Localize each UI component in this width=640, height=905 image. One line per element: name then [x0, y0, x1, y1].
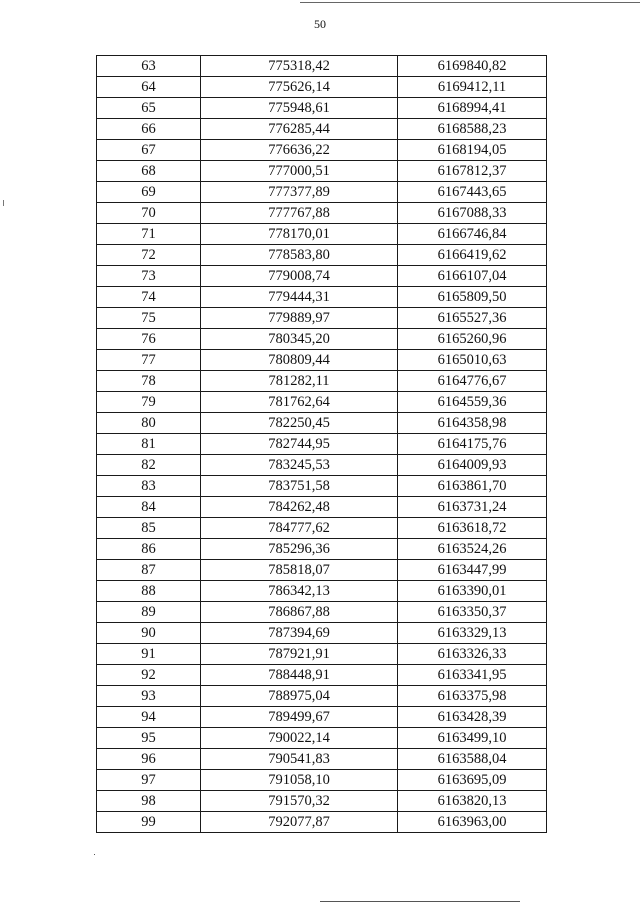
- x-coordinate-cell: 782744,95: [201, 434, 398, 455]
- table-row: [97, 119, 547, 140]
- point-number-cell: 94: [97, 707, 201, 728]
- x-coordinate-cell: 778170,01: [201, 224, 398, 245]
- point-number-cell: 82: [97, 455, 201, 476]
- x-coordinate-cell: 787394,69: [201, 623, 398, 644]
- coordinates-table-body: [97, 56, 547, 833]
- point-number-cell: 97: [97, 770, 201, 791]
- y-coordinate-cell: 6163341,95: [398, 665, 547, 686]
- x-coordinate-cell: 788448,91: [201, 665, 398, 686]
- table-row: [97, 98, 547, 119]
- x-coordinate-cell: 784262,48: [201, 497, 398, 518]
- y-coordinate-cell: 6165809,50: [398, 287, 547, 308]
- table-row: [97, 77, 547, 98]
- x-coordinate-cell: 775318,42: [201, 56, 398, 77]
- y-coordinate-cell: 6169412,11: [398, 77, 547, 98]
- y-coordinate-cell: 6163447,99: [398, 560, 547, 581]
- table-row: [97, 707, 547, 728]
- y-coordinate-cell: 6163963,00: [398, 812, 547, 833]
- x-coordinate-cell: 777000,51: [201, 161, 398, 182]
- x-coordinate-cell: 778583,80: [201, 245, 398, 266]
- y-coordinate-cell: 6163375,98: [398, 686, 547, 707]
- table-row: [97, 665, 547, 686]
- table-row: [97, 602, 547, 623]
- y-coordinate-cell: 6166419,62: [398, 245, 547, 266]
- scan-top-line: [300, 2, 640, 3]
- x-coordinate-cell: 792077,87: [201, 812, 398, 833]
- table-row: [97, 770, 547, 791]
- x-coordinate-cell: 775948,61: [201, 98, 398, 119]
- y-coordinate-cell: 6163695,09: [398, 770, 547, 791]
- x-coordinate-cell: 783751,58: [201, 476, 398, 497]
- x-coordinate-cell: 789499,67: [201, 707, 398, 728]
- y-coordinate-cell: 6164009,93: [398, 455, 547, 476]
- x-coordinate-cell: 775626,14: [201, 77, 398, 98]
- table-row: [97, 245, 547, 266]
- table-row: [97, 287, 547, 308]
- point-number-cell: 98: [97, 791, 201, 812]
- point-number-cell: 80: [97, 413, 201, 434]
- point-number-cell: 89: [97, 602, 201, 623]
- point-number-cell: 66: [97, 119, 201, 140]
- x-coordinate-cell: 780345,20: [201, 329, 398, 350]
- point-number-cell: 76: [97, 329, 201, 350]
- y-coordinate-cell: 6164175,76: [398, 434, 547, 455]
- x-coordinate-cell: 785818,07: [201, 560, 398, 581]
- x-coordinate-cell: 790022,14: [201, 728, 398, 749]
- point-number-cell: 88: [97, 581, 201, 602]
- table-row: [97, 140, 547, 161]
- point-number-cell: 91: [97, 644, 201, 665]
- x-coordinate-cell: 777767,88: [201, 203, 398, 224]
- point-number-cell: 69: [97, 182, 201, 203]
- y-coordinate-cell: 6165010,63: [398, 350, 547, 371]
- point-number-cell: 99: [97, 812, 201, 833]
- y-coordinate-cell: 6168994,41: [398, 98, 547, 119]
- x-coordinate-cell: 780809,44: [201, 350, 398, 371]
- table-row: [97, 749, 547, 770]
- table-row: [97, 371, 547, 392]
- x-coordinate-cell: 788975,04: [201, 686, 398, 707]
- table-row: [97, 644, 547, 665]
- table-row: [97, 728, 547, 749]
- table-row: [97, 518, 547, 539]
- x-coordinate-cell: 776636,22: [201, 140, 398, 161]
- point-number-cell: 84: [97, 497, 201, 518]
- y-coordinate-cell: 6165527,36: [398, 308, 547, 329]
- y-coordinate-cell: 6163428,39: [398, 707, 547, 728]
- scan-bottom-line: [320, 901, 520, 902]
- point-number-cell: 73: [97, 266, 201, 287]
- point-number-cell: 81: [97, 434, 201, 455]
- scan-left-mark: [3, 200, 4, 206]
- y-coordinate-cell: 6169840,82: [398, 56, 547, 77]
- x-coordinate-cell: 779008,74: [201, 266, 398, 287]
- y-coordinate-cell: 6167812,37: [398, 161, 547, 182]
- point-number-cell: 75: [97, 308, 201, 329]
- point-number-cell: 78: [97, 371, 201, 392]
- x-coordinate-cell: 786867,88: [201, 602, 398, 623]
- scan-speck: [94, 854, 95, 855]
- point-number-cell: 86: [97, 539, 201, 560]
- point-number-cell: 79: [97, 392, 201, 413]
- point-number-cell: 92: [97, 665, 201, 686]
- point-number-cell: 77: [97, 350, 201, 371]
- y-coordinate-cell: 6168194,05: [398, 140, 547, 161]
- x-coordinate-cell: 783245,53: [201, 455, 398, 476]
- y-coordinate-cell: 6163499,10: [398, 728, 547, 749]
- table-row: [97, 497, 547, 518]
- y-coordinate-cell: 6166107,04: [398, 266, 547, 287]
- y-coordinate-cell: 6163861,70: [398, 476, 547, 497]
- point-number-cell: 93: [97, 686, 201, 707]
- coordinates-table: [96, 55, 547, 833]
- table-row: [97, 392, 547, 413]
- x-coordinate-cell: 781282,11: [201, 371, 398, 392]
- y-coordinate-cell: 6163350,37: [398, 602, 547, 623]
- point-number-cell: 95: [97, 728, 201, 749]
- table-row: [97, 476, 547, 497]
- x-coordinate-cell: 784777,62: [201, 518, 398, 539]
- x-coordinate-cell: 776285,44: [201, 119, 398, 140]
- point-number-cell: 74: [97, 287, 201, 308]
- x-coordinate-cell: 787921,91: [201, 644, 398, 665]
- y-coordinate-cell: 6166746,84: [398, 224, 547, 245]
- x-coordinate-cell: 790541,83: [201, 749, 398, 770]
- x-coordinate-cell: 791058,10: [201, 770, 398, 791]
- y-coordinate-cell: 6163390,01: [398, 581, 547, 602]
- y-coordinate-cell: 6167443,65: [398, 182, 547, 203]
- table-row: [97, 791, 547, 812]
- table-row: [97, 329, 547, 350]
- y-coordinate-cell: 6168588,23: [398, 119, 547, 140]
- y-coordinate-cell: 6164559,36: [398, 392, 547, 413]
- point-number-cell: 96: [97, 749, 201, 770]
- table-row: [97, 182, 547, 203]
- point-number-cell: 65: [97, 98, 201, 119]
- y-coordinate-cell: 6163618,72: [398, 518, 547, 539]
- x-coordinate-cell: 777377,89: [201, 182, 398, 203]
- y-coordinate-cell: 6165260,96: [398, 329, 547, 350]
- y-coordinate-cell: 6163326,33: [398, 644, 547, 665]
- x-coordinate-cell: 785296,36: [201, 539, 398, 560]
- x-coordinate-cell: 779444,31: [201, 287, 398, 308]
- y-coordinate-cell: 6163820,13: [398, 791, 547, 812]
- point-number-cell: 71: [97, 224, 201, 245]
- table-row: [97, 224, 547, 245]
- table-row: [97, 455, 547, 476]
- x-coordinate-cell: 779889,97: [201, 308, 398, 329]
- point-number-cell: 83: [97, 476, 201, 497]
- y-coordinate-cell: 6164776,67: [398, 371, 547, 392]
- table-row: [97, 434, 547, 455]
- point-number-cell: 85: [97, 518, 201, 539]
- point-number-cell: 64: [97, 77, 201, 98]
- page-number: 50: [314, 17, 326, 31]
- y-coordinate-cell: 6164358,98: [398, 413, 547, 434]
- y-coordinate-cell: 6163329,13: [398, 623, 547, 644]
- y-coordinate-cell: 6163588,04: [398, 749, 547, 770]
- point-number-cell: 63: [97, 56, 201, 77]
- x-coordinate-cell: 782250,45: [201, 413, 398, 434]
- table-row: [97, 686, 547, 707]
- table-row: [97, 161, 547, 182]
- table-row: [97, 539, 547, 560]
- point-number-cell: 87: [97, 560, 201, 581]
- table-row: [97, 203, 547, 224]
- point-number-cell: 68: [97, 161, 201, 182]
- table-row: [97, 560, 547, 581]
- table-row: [97, 581, 547, 602]
- table-row: [97, 413, 547, 434]
- table-row: [97, 350, 547, 371]
- y-coordinate-cell: 6163731,24: [398, 497, 547, 518]
- table-row: [97, 266, 547, 287]
- table-row: [97, 812, 547, 833]
- point-number-cell: 70: [97, 203, 201, 224]
- x-coordinate-cell: 781762,64: [201, 392, 398, 413]
- x-coordinate-cell: 786342,13: [201, 581, 398, 602]
- table-row: [97, 623, 547, 644]
- table-row: [97, 56, 547, 77]
- point-number-cell: 72: [97, 245, 201, 266]
- y-coordinate-cell: 6163524,26: [398, 539, 547, 560]
- point-number-cell: 90: [97, 623, 201, 644]
- x-coordinate-cell: 791570,32: [201, 791, 398, 812]
- point-number-cell: 67: [97, 140, 201, 161]
- table-row: [97, 308, 547, 329]
- y-coordinate-cell: 6167088,33: [398, 203, 547, 224]
